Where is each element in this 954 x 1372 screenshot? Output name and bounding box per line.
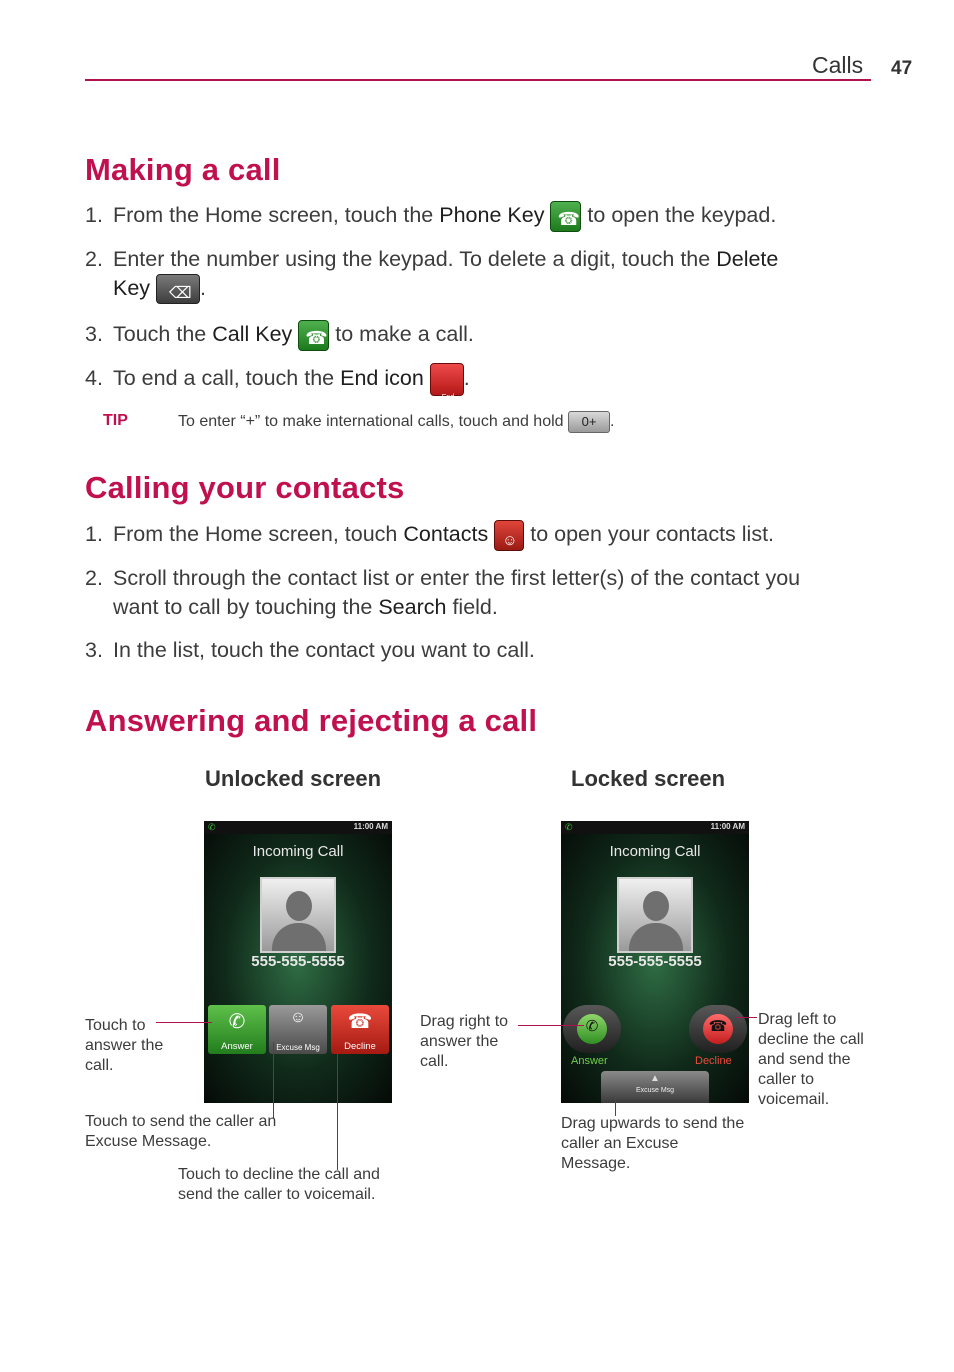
making-call-step-2: 2. Enter the number using the keypad. To delete a digit, touch the Delete Key ⌫ . xyxy=(85,245,875,304)
callout-touch-decline: Touch to decline the call and send the caller to voicemail. xyxy=(178,1166,380,1203)
phone-answer-icon: ✆ xyxy=(585,1018,599,1035)
answer-slider[interactable] xyxy=(563,1005,621,1053)
contacts-step-2: 2. Scroll through the contact list or enter the first letter(s) of the contact you want to call by touching the Search field. xyxy=(85,566,801,619)
header-divider xyxy=(85,79,871,81)
tip-text: To enter “+” to make international calls, touch and hold 0+ . xyxy=(178,411,614,433)
message-icon: ☺ xyxy=(289,1009,307,1026)
excuse-message-button[interactable]: ☺ Excuse Msg xyxy=(269,1005,327,1054)
unlocked-phone-screenshot xyxy=(204,821,392,1103)
page-number: 47 xyxy=(891,58,913,79)
incoming-call-label: Incoming Call xyxy=(609,843,701,860)
locked-screen-title: Locked screen xyxy=(571,766,726,791)
header-section-title: Calls xyxy=(812,52,864,78)
delete-key-icon xyxy=(156,274,200,304)
end-call-icon xyxy=(430,363,464,396)
answer-label: Answer xyxy=(571,1055,608,1067)
making-call-step-4: 4. To end a call, touch the End icon End . xyxy=(85,363,470,396)
callout-drag-right: Drag right to answer the call. xyxy=(420,1013,509,1070)
decline-slider[interactable] xyxy=(689,1005,747,1053)
callout-line-drag-left xyxy=(735,1017,757,1018)
contact-avatar xyxy=(260,877,336,953)
tip-label: TIP xyxy=(103,412,128,429)
callout-line-decline xyxy=(337,1050,338,1170)
contacts-step-1: 1. From the Home screen, touch Contacts ☺ to open your contacts list. xyxy=(85,520,774,551)
call-status-icon: ✆ xyxy=(565,822,573,832)
callout-line-excuse xyxy=(273,1042,274,1118)
heading-calling-contacts: Calling your contacts xyxy=(85,470,405,505)
excuse-message-tab[interactable]: ▲ Excuse Msg xyxy=(601,1071,709,1103)
contacts-icon xyxy=(494,520,524,551)
heading-answering-rejecting: Answering and rejecting a call xyxy=(85,703,538,738)
callout-touch-excuse: Touch to send the caller an Excuse Message. xyxy=(85,1113,277,1150)
phone-hangup-icon: ☎ xyxy=(347,1011,373,1033)
callout-drag-up: Drag upwards to send the caller an Excuse Message. xyxy=(561,1115,745,1172)
making-call-step-3: 3. Touch the Call Key ☎ to make a call. xyxy=(85,320,474,351)
call-status-icon: ✆ xyxy=(208,822,216,832)
callout-drag-left: Drag left to decline the call and send the caller to voicemail. xyxy=(758,1011,864,1108)
phone-hangup-icon: ☎ xyxy=(708,1018,728,1035)
caller-number: 555-555-5555 xyxy=(608,953,702,970)
status-time: 11:00 AM xyxy=(710,822,745,831)
answer-button[interactable]: ✆ Answer xyxy=(208,1005,266,1054)
decline-label: Decline xyxy=(695,1055,732,1067)
heading-making-a-call: Making a call xyxy=(85,152,281,187)
unlocked-screen-title: Unlocked screen xyxy=(205,766,382,791)
making-call-step-1: 1. From the Home screen, touch the Phone Key ☎ to open the keypad. xyxy=(85,201,776,232)
locked-phone-screenshot xyxy=(561,821,749,1103)
call-key-icon xyxy=(298,320,329,351)
contacts-step-3: 3. In the list, touch the contact you want to call. xyxy=(85,638,535,662)
incoming-call-label: Incoming Call xyxy=(252,843,344,860)
callout-line-drag-right xyxy=(518,1025,584,1026)
chevron-up-icon: ▲ xyxy=(650,1073,660,1084)
phone-answer-icon: ✆ xyxy=(228,1011,246,1033)
status-time: 11:00 AM xyxy=(353,822,388,831)
phone-key-icon xyxy=(550,201,581,232)
callout-touch-answer: Touch to answer the call. xyxy=(85,1017,164,1074)
contact-avatar xyxy=(617,877,693,953)
caller-number: 555-555-5555 xyxy=(251,953,345,970)
decline-button[interactable]: ☎ Decline xyxy=(331,1005,389,1054)
zero-plus-key-icon: 0+ xyxy=(568,411,610,433)
